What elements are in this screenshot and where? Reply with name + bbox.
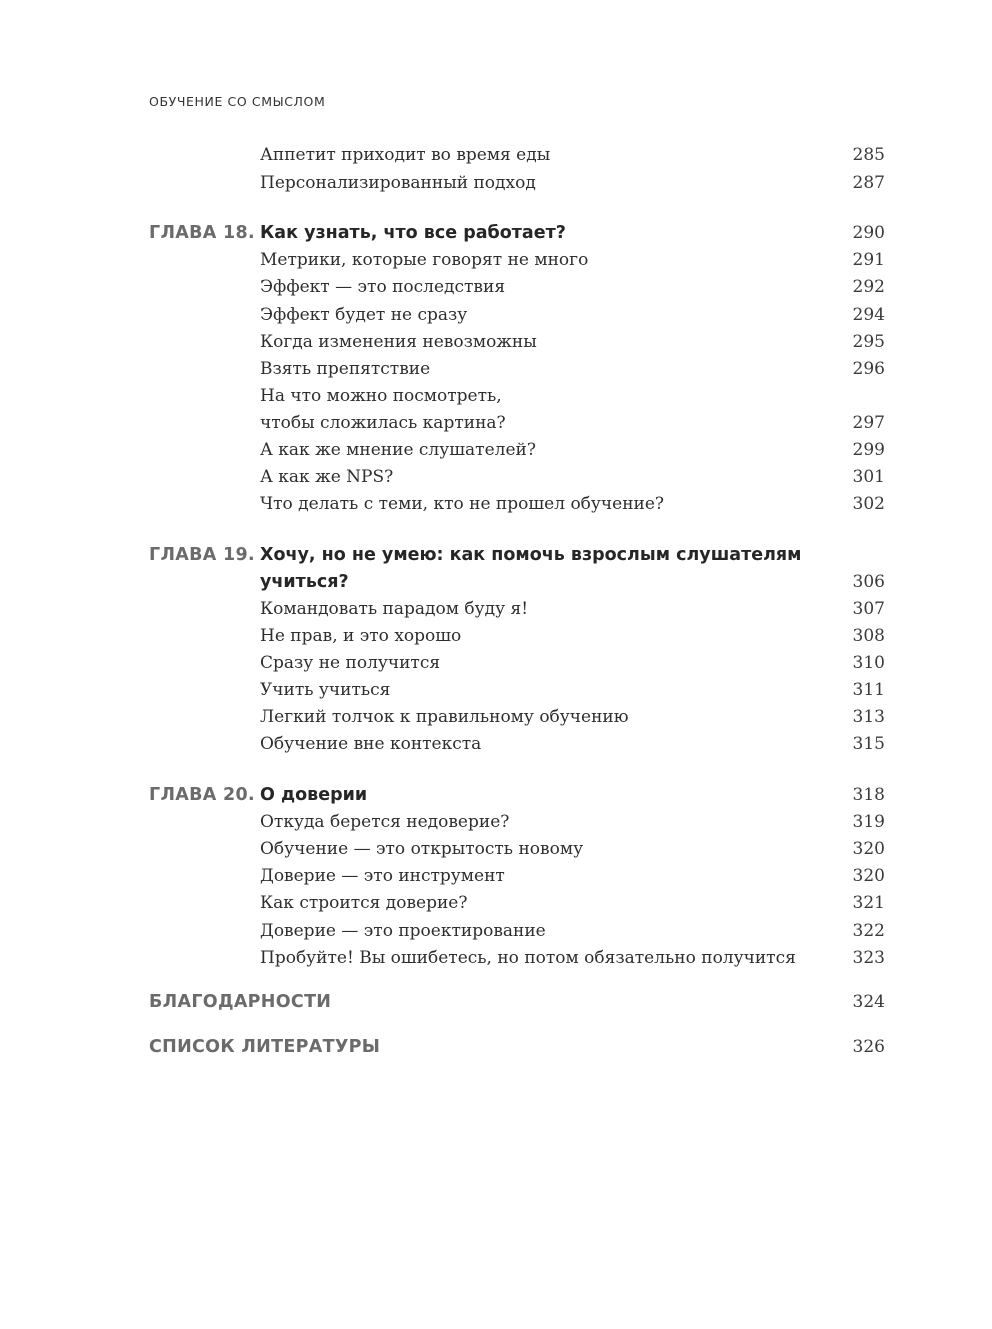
toc-entry-page: 319 [852, 812, 885, 832]
section-title: СПИСОК ЛИТЕРАТУРЫ [149, 1037, 381, 1057]
toc-entry-page: 311 [852, 680, 885, 700]
chapter-title: Как узнать, что все работает? [260, 223, 566, 243]
toc-entry-title: Легкий толчок к правильному обучению [260, 707, 629, 727]
chapter-label: ГЛАВА 19. [149, 545, 255, 565]
chapter-page: 318 [852, 785, 885, 805]
toc-entry-title: Аппетит приходит во время еды [260, 145, 551, 165]
toc-entry-page: 292 [852, 277, 885, 297]
toc-entry[interactable] [0, 247, 992, 274]
chapter-title: О доверии [260, 785, 368, 805]
toc-entry-title: А как же NPS? [260, 467, 394, 487]
toc-entry[interactable] [0, 356, 992, 383]
toc-entry-title: Сразу не получится [260, 653, 441, 673]
section-page: 324 [852, 992, 885, 1012]
toc-entry-page: 320 [852, 866, 885, 886]
toc-entry[interactable] [0, 704, 992, 731]
toc-entry[interactable] [0, 491, 992, 518]
section-page: 326 [852, 1037, 885, 1057]
chapter-18-heading[interactable] [0, 220, 992, 247]
toc-entry-page: 297 [852, 413, 885, 433]
chapter-page: 306 [852, 572, 885, 592]
toc-entry-title: На что можно посмотреть, [260, 386, 502, 406]
toc-entry-title: Эффект будет не сразу [260, 305, 468, 325]
toc-entry-page: 323 [852, 948, 885, 968]
toc-entry-page: 321 [852, 893, 885, 913]
toc-entry-title: Персонализированный подход [260, 173, 536, 193]
toc-entry[interactable] [0, 596, 992, 623]
toc-entry-title: Когда изменения невозможны [260, 332, 537, 352]
chapter-label: ГЛАВА 18. [149, 223, 255, 243]
toc-entry[interactable] [0, 945, 992, 972]
toc-entry-title: чтобы сложилась картина? [260, 413, 506, 433]
toc-entry-title: Метрики, которые говорят не много [260, 250, 589, 270]
toc-entry[interactable] [0, 918, 992, 945]
toc-entry-title: Обучение вне контекста [260, 734, 482, 754]
toc-entry-page: 287 [852, 173, 885, 193]
toc-entry[interactable] [0, 731, 992, 758]
chapter-label: ГЛАВА 20. [149, 785, 255, 805]
toc-entry-title: Учить учиться [260, 680, 391, 700]
chapter-page: 290 [852, 223, 885, 243]
toc-acknowledgements[interactable] [0, 989, 992, 1016]
toc-entry-page: 302 [852, 494, 885, 514]
toc-entry-page: 315 [852, 734, 885, 754]
toc-entry[interactable] [0, 863, 992, 890]
section-title: БЛАГОДАРНОСТИ [149, 992, 332, 1012]
toc-entry-page: 285 [852, 145, 885, 165]
chapter-19-heading[interactable] [0, 542, 992, 569]
toc-entry[interactable] [0, 410, 992, 437]
toc-entry-page: 320 [852, 839, 885, 859]
toc-entry[interactable] [0, 170, 992, 197]
toc-entry[interactable] [0, 142, 992, 169]
chapter-title: учиться? [260, 572, 349, 592]
toc-entry-title: Откуда берется недоверие? [260, 812, 510, 832]
toc-entry[interactable] [0, 383, 992, 410]
toc-entry[interactable] [0, 274, 992, 301]
toc-entry-page: 310 [852, 653, 885, 673]
toc-entry-title: Эффект — это последствия [260, 277, 506, 297]
toc-entry-title: Доверие — это проектирование [260, 921, 546, 941]
toc-entry-page: 322 [852, 921, 885, 941]
toc-entry-title: Как строится доверие? [260, 893, 468, 913]
toc-entry-title: Пробуйте! Вы ошибетесь, но потом обязательно получится [260, 948, 796, 968]
toc-entry-title: Обучение — это открытость новому [260, 839, 584, 859]
toc-entry-page: 308 [852, 626, 885, 646]
toc-entry-page: 307 [852, 599, 885, 619]
toc-entry-page: 301 [852, 467, 885, 487]
toc-entry-page: 294 [852, 305, 885, 325]
toc-entry[interactable] [0, 836, 992, 863]
chapter-19-heading-cont[interactable] [0, 569, 992, 596]
toc-entry-title: Доверие — это инструмент [260, 866, 505, 886]
toc-entry[interactable] [0, 677, 992, 704]
toc-entry[interactable] [0, 650, 992, 677]
toc-entry[interactable] [0, 623, 992, 650]
toc-entry-title: Не прав, и это хорошо [260, 626, 462, 646]
toc-entry-title: Командовать парадом буду я! [260, 599, 529, 619]
toc-entry[interactable] [0, 329, 992, 356]
toc-entry[interactable] [0, 890, 992, 917]
toc-entry[interactable] [0, 464, 992, 491]
toc-entry[interactable] [0, 302, 992, 329]
toc-entry[interactable] [0, 437, 992, 464]
chapter-20-heading[interactable] [0, 782, 992, 809]
toc-entry-title: Взять препятствие [260, 359, 431, 379]
toc-entry-title: А как же мнение слушателей? [260, 440, 536, 460]
chapter-title: Хочу, но не умею: как помочь взрослым слушателям [260, 545, 802, 565]
toc-entry-page: 296 [852, 359, 885, 379]
toc-entry-page: 313 [852, 707, 885, 727]
toc-entry-page: 299 [852, 440, 885, 460]
toc-entry-page: 295 [852, 332, 885, 352]
toc-entry[interactable] [0, 809, 992, 836]
toc-entry-title: Что делать с теми, кто не прошел обучение? [260, 494, 665, 514]
running-head: ОБУЧЕНИЕ СО СМЫСЛОМ [149, 94, 326, 109]
toc-references[interactable] [0, 1034, 992, 1061]
toc-entry-page: 291 [852, 250, 885, 270]
